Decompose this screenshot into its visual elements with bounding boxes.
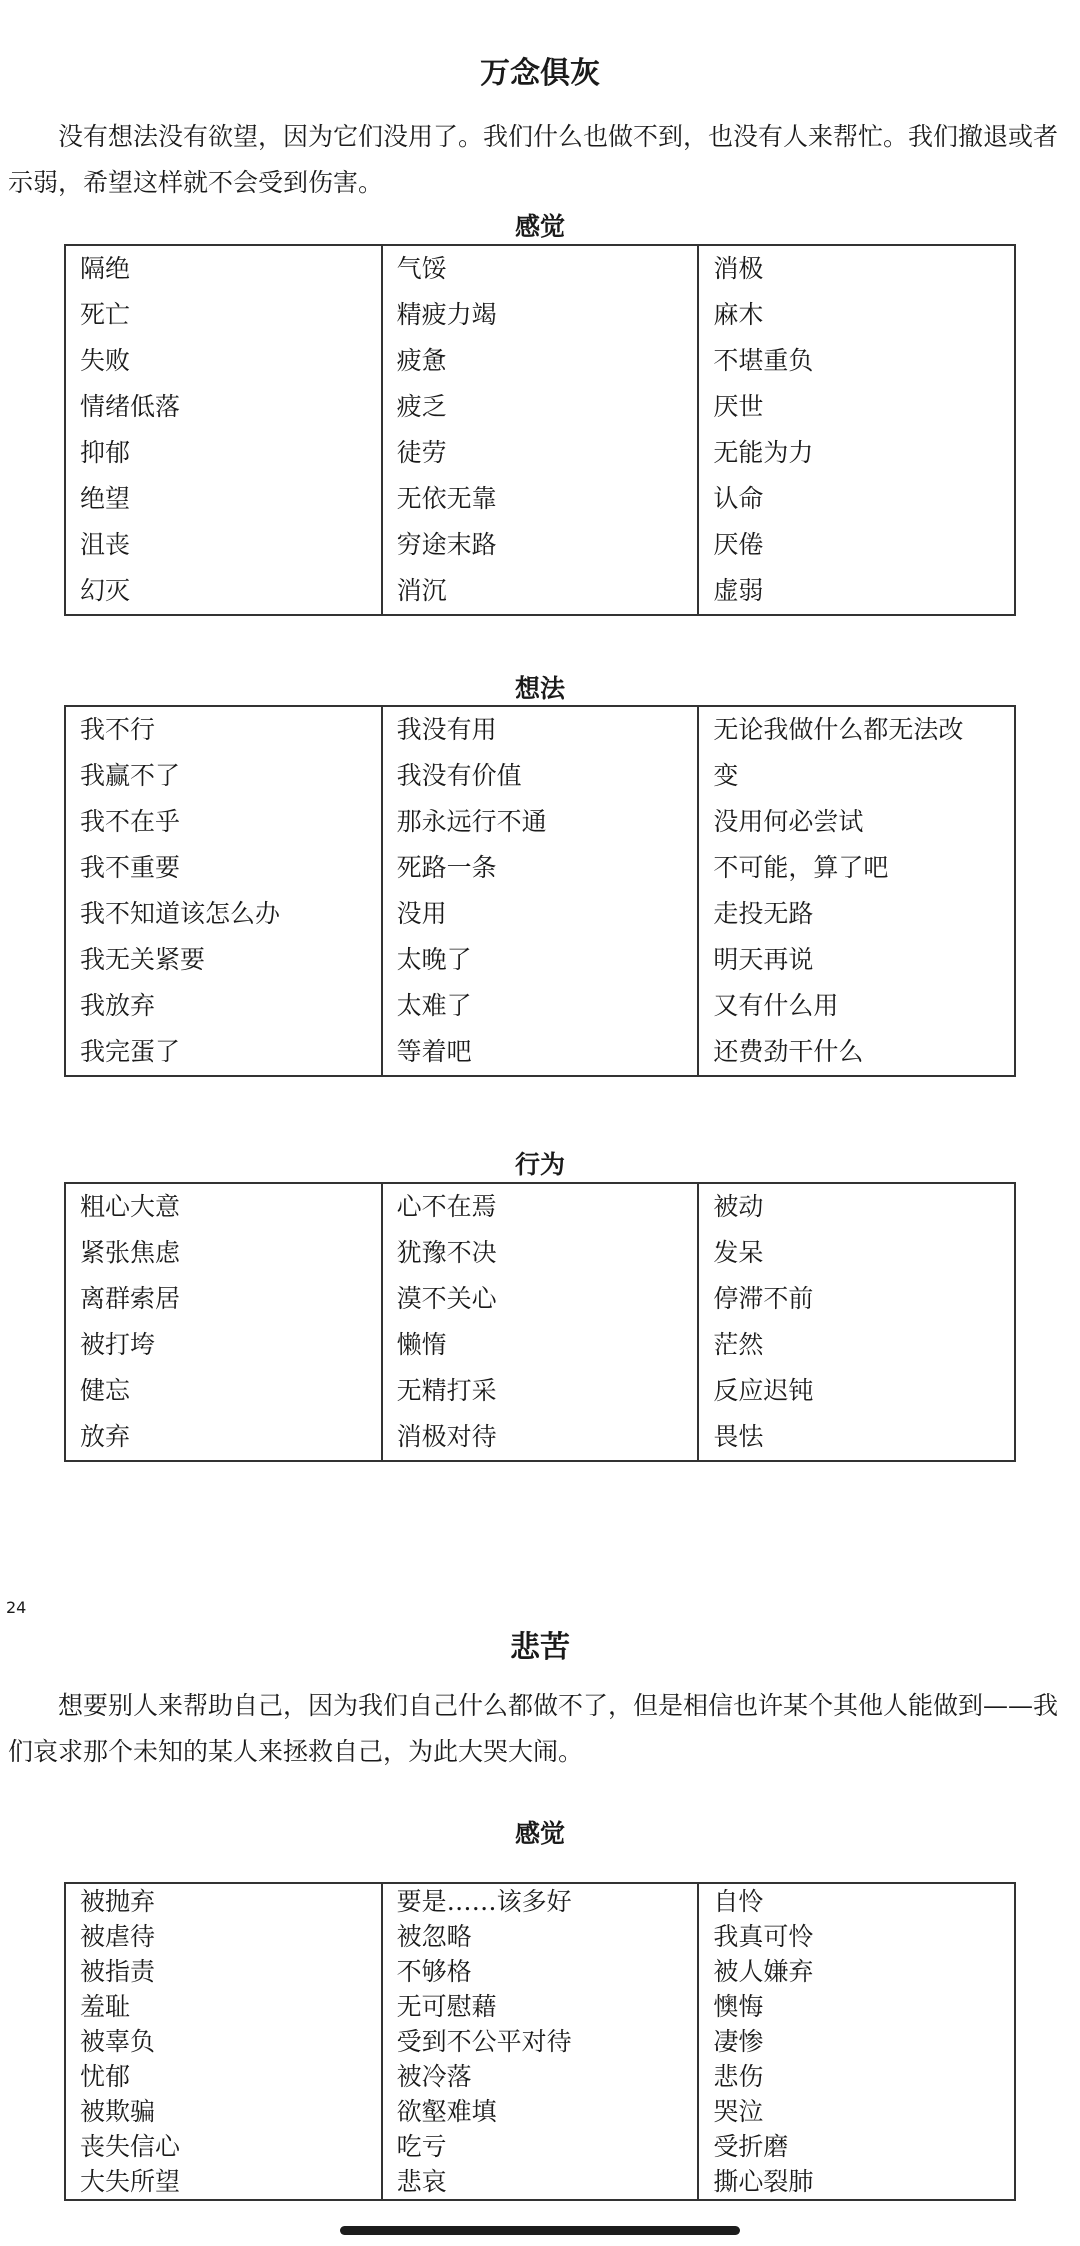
table-row	[65, 1183, 1015, 1230]
home-indicator[interactable]	[340, 2226, 740, 2235]
table-row	[65, 1414, 1015, 1461]
table-row	[65, 706, 1015, 753]
table-cell: 健忘	[65, 1368, 382, 1414]
table-cell: 厌世	[698, 384, 1015, 430]
table-cell: 我真可怜	[698, 1919, 1015, 1954]
table-cell: 太晚了	[382, 937, 699, 983]
thoughts-heading: 想法	[514, 674, 565, 703]
table-cell: 自怜	[698, 1883, 1015, 1919]
feelings-table	[64, 1882, 1016, 2201]
table-cell: 我没有价值	[382, 753, 699, 799]
table-row	[65, 2024, 1015, 2059]
table-row	[65, 2164, 1015, 2200]
section-description: 想要别人来帮助自己，因为我们自己什么都做不了，但是相信也许某个其他人能做到——我们哀求那个未知的某人来拯救自己，为此大哭大闹。	[8, 1691, 1059, 1766]
table-cell: 消沉	[382, 568, 699, 615]
feelings-table	[64, 244, 1016, 616]
table-row	[65, 292, 1015, 338]
table-cell: 死亡	[65, 292, 382, 338]
table-row	[65, 983, 1015, 1029]
table-cell: 我不知道该怎么办	[65, 891, 382, 937]
table-row	[65, 845, 1015, 891]
table-cell: 放弃	[65, 1414, 382, 1461]
table-cell: 穷途末路	[382, 522, 699, 568]
table-cell: 绝望	[65, 476, 382, 522]
table-cell: 那永远行不通	[382, 799, 699, 845]
table-cell: 悲哀	[382, 2164, 699, 2200]
table-row	[65, 1919, 1015, 1954]
table-cell: 漠不关心	[382, 1276, 699, 1322]
table-cell: 抑郁	[65, 430, 382, 476]
table-cell: 又有什么用	[698, 983, 1015, 1029]
table-cell: 要是……该多好	[382, 1883, 699, 1919]
table-row	[65, 1322, 1015, 1368]
table-cell: 不堪重负	[698, 338, 1015, 384]
table-cell: 消极	[698, 245, 1015, 292]
table-cell: 疲乏	[382, 384, 699, 430]
table-cell: 我赢不了	[65, 753, 382, 799]
table-row	[65, 245, 1015, 292]
table-cell: 气馁	[382, 245, 699, 292]
table-cell: 无依无靠	[382, 476, 699, 522]
table-cell: 死路一条	[382, 845, 699, 891]
table-cell: 被指责	[65, 1954, 382, 1989]
table-cell: 不够格	[382, 1954, 699, 1989]
table-row	[65, 1230, 1015, 1276]
table-cell: 认命	[698, 476, 1015, 522]
table-row	[65, 2129, 1015, 2164]
table-row	[65, 891, 1015, 937]
table-cell: 反应迟钝	[698, 1368, 1015, 1414]
table-cell: 茫然	[698, 1322, 1015, 1368]
feelings-heading: 感觉	[514, 212, 565, 241]
table-cell: 不可能，算了吧	[698, 845, 1015, 891]
table-cell: 畏怯	[698, 1414, 1015, 1461]
table-row	[65, 1954, 1015, 1989]
table-cell: 被虐待	[65, 1919, 382, 1954]
table-cell: 太难了	[382, 983, 699, 1029]
table-cell: 没用	[382, 891, 699, 937]
table-cell: 无能为力	[698, 430, 1015, 476]
table-cell: 精疲力竭	[382, 292, 699, 338]
table-cell: 沮丧	[65, 522, 382, 568]
table-row	[65, 430, 1015, 476]
table-cell: 我没有用	[382, 706, 699, 753]
table-cell: 丧失信心	[65, 2129, 382, 2164]
table-row	[65, 1029, 1015, 1076]
table-cell: 被打垮	[65, 1322, 382, 1368]
table-cell: 我完蛋了	[65, 1029, 382, 1076]
table-row	[65, 753, 1015, 799]
table-cell: 被动	[698, 1183, 1015, 1230]
table-cell: 疲惫	[382, 338, 699, 384]
table-row	[65, 522, 1015, 568]
page-number: 24	[6, 1598, 27, 1617]
table-cell: 我放弃	[65, 983, 382, 1029]
table-cell: 无精打采	[382, 1368, 699, 1414]
table-row	[65, 338, 1015, 384]
table-row	[65, 2059, 1015, 2094]
table-cell: 我无关紧要	[65, 937, 382, 983]
table-cell: 大失所望	[65, 2164, 382, 2200]
table-cell: 受到不公平对待	[382, 2024, 699, 2059]
table-cell: 懊悔	[698, 1989, 1015, 2024]
feelings-heading: 感觉	[514, 1819, 565, 1848]
table-cell: 哭泣	[698, 2094, 1015, 2129]
table-cell: 忧郁	[65, 2059, 382, 2094]
table-cell: 我不重要	[65, 845, 382, 891]
table-cell: 被冷落	[382, 2059, 699, 2094]
table-cell: 吃亏	[382, 2129, 699, 2164]
table-cell: 厌倦	[698, 522, 1015, 568]
table-cell: 被忽略	[382, 1919, 699, 1954]
table-cell: 停滞不前	[698, 1276, 1015, 1322]
behaviors-heading: 行为	[514, 1150, 565, 1179]
thoughts-table	[64, 705, 1016, 1077]
table-cell: 情绪低落	[65, 384, 382, 430]
table-cell: 我不行	[65, 706, 382, 753]
table-cell: 麻木	[698, 292, 1015, 338]
table-cell: 欲壑难填	[382, 2094, 699, 2129]
section-description: 没有想法没有欲望，因为它们没用了。我们什么也做不到，也没有人来帮忙。我们撤退或者示弱，希望这样就不会受到伤害。	[8, 122, 1059, 197]
table-cell: 粗心大意	[65, 1183, 382, 1230]
table-cell: 幻灭	[65, 568, 382, 615]
table-cell: 凄惨	[698, 2024, 1015, 2059]
table-cell: 明天再说	[698, 937, 1015, 983]
table-cell: 我不在乎	[65, 799, 382, 845]
table-cell: 没用何必尝试	[698, 799, 1015, 845]
table-cell: 紧张焦虑	[65, 1230, 382, 1276]
table-cell: 心不在焉	[382, 1183, 699, 1230]
behaviors-table	[64, 1182, 1016, 1462]
table-cell: 走投无路	[698, 891, 1015, 937]
table-cell: 懒惰	[382, 1322, 699, 1368]
table-row	[65, 1368, 1015, 1414]
table-row	[65, 1883, 1015, 1919]
table-row	[65, 799, 1015, 845]
table-row	[65, 1276, 1015, 1322]
table-cell: 等着吧	[382, 1029, 699, 1076]
table-cell: 消极对待	[382, 1414, 699, 1461]
table-cell: 受折磨	[698, 2129, 1015, 2164]
table-cell: 隔绝	[65, 245, 382, 292]
table-cell: 羞耻	[65, 1989, 382, 2024]
table-cell: 被欺骗	[65, 2094, 382, 2129]
table-cell: 虚弱	[698, 568, 1015, 615]
table-cell: 无论我做什么都无法改	[698, 706, 1015, 753]
table-cell: 失败	[65, 338, 382, 384]
table-row	[65, 2094, 1015, 2129]
table-row	[65, 937, 1015, 983]
table-cell: 无可慰藉	[382, 1989, 699, 2024]
table-cell: 被辜负	[65, 2024, 382, 2059]
table-cell: 离群索居	[65, 1276, 382, 1322]
table-row	[65, 384, 1015, 430]
table-cell: 悲伤	[698, 2059, 1015, 2094]
section-title: 悲苦	[510, 1630, 570, 1665]
table-cell: 被人嫌弃	[698, 1954, 1015, 1989]
table-cell: 变	[698, 753, 1015, 799]
table-cell: 撕心裂肺	[698, 2164, 1015, 2200]
table-cell: 犹豫不决	[382, 1230, 699, 1276]
table-cell: 还费劲干什么	[698, 1029, 1015, 1076]
section-title: 万念俱灰	[480, 56, 600, 91]
table-row	[65, 568, 1015, 615]
table-cell: 发呆	[698, 1230, 1015, 1276]
table-row	[65, 476, 1015, 522]
table-cell: 徒劳	[382, 430, 699, 476]
table-row	[65, 1989, 1015, 2024]
table-cell: 被抛弃	[65, 1883, 382, 1919]
